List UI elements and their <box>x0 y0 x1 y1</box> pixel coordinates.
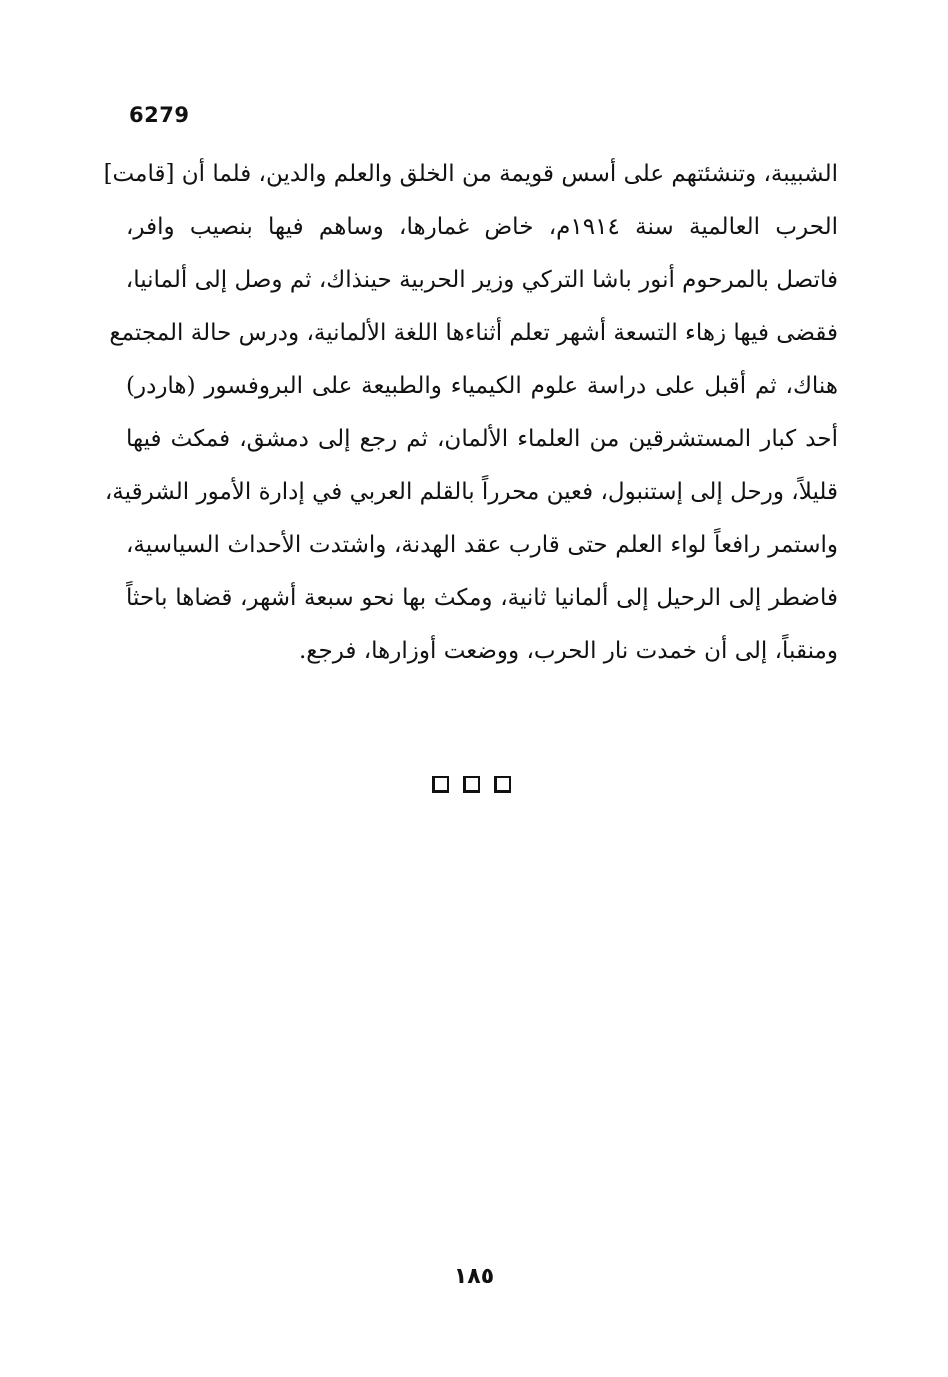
body-text <box>103 148 838 678</box>
divider-box-icon <box>494 776 511 793</box>
text-line: قليلاً، ورحل إلى إستنبول، فعين محرراً بالقلم العربي في إدارة الأمور الشرقية، <box>104 479 838 505</box>
text-line: واستمر رافعاً لواء العلم حتى قارب عقد الهدنة، واشتدت الأحداث السياسية، <box>126 532 838 558</box>
text-line: أحد كبار المستشرقين من العلماء الألمان، ثم رجع إلى دمشق، فمكث فيها <box>126 426 838 452</box>
text-line: فقضى فيها زهاء التسعة أشهر تعلم أثناءها اللغة الألمانية، ودرس حالة المجتمع <box>109 320 838 346</box>
text-line: هناك، ثم أقبل على دراسة علوم الكيمياء والطبيعة على البروفسور (هاردر) <box>126 373 838 399</box>
document-id: 6279 <box>129 103 190 127</box>
text-line: ومنقباً، إلى أن خمدت نار الحرب، ووضعت أوزارها، فرجع. <box>298 638 838 664</box>
divider-box-icon <box>463 776 480 793</box>
divider-box-icon <box>432 776 449 793</box>
text-line: الحرب العالمية سنة ١٩١٤م، خاض غمارها، وساهم فيها بنصيب وافر، <box>126 214 838 240</box>
text-line: الشبيبة، وتنشئتهم على أسس قويمة من الخلق والعلم والدين، فلما أن [قامت] <box>103 161 838 187</box>
page-number: ١٨٥ <box>453 1264 495 1289</box>
text-line: فاضطر إلى الرحيل إلى ألمانيا ثانية، ومكث بها نحو سبعة أشهر، قضاها باحثاً <box>126 585 838 611</box>
text-line: فاتصل بالمرحوم أنور باشا التركي وزير الحربية حينذاك، ثم وصل إلى ألمانيا، <box>125 267 838 293</box>
section-divider <box>432 776 511 793</box>
